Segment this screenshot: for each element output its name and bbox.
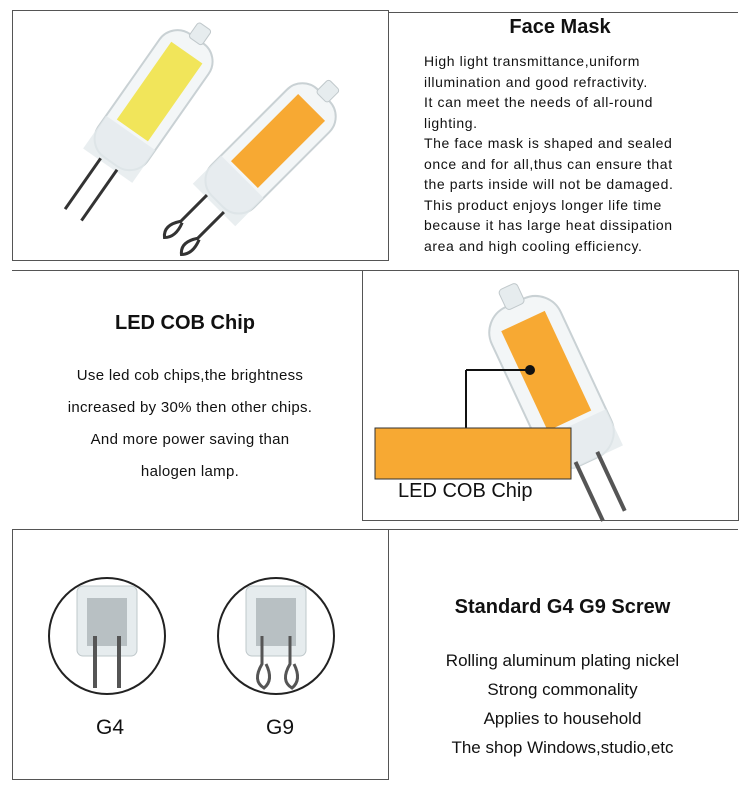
section3-divider-line	[389, 529, 738, 530]
description-line: And more power saving than	[90, 431, 290, 448]
base-types-image-panel	[12, 529, 389, 780]
description-line: increased by 30% then other chips.	[67, 399, 313, 416]
g4-base-circle	[47, 576, 167, 696]
description-line: Rolling aluminum plating nickel	[445, 651, 680, 670]
led-cob-chip-description	[30, 360, 350, 488]
description-line: This product enjoys longer life time	[424, 196, 662, 213]
g4-g9-bulbs-illustration	[13, 11, 390, 262]
description-line: Applies to household	[483, 709, 642, 728]
description-line: Strong commonality	[487, 680, 638, 699]
description-line: because it has large heat dissipation	[424, 217, 673, 233]
description-line: Use led cob chips,the brightness	[76, 367, 304, 384]
description-line: area and high cooling efficiency.	[424, 237, 643, 254]
description-line: halogen lamp.	[140, 463, 240, 480]
description-line: the parts inside will not be damaged.	[424, 176, 674, 192]
g9-base-circle	[216, 576, 336, 696]
cob-strip-swatch	[375, 428, 571, 479]
led-cob-chip-title: LED COB Chip	[115, 312, 255, 334]
callout-dot	[525, 365, 535, 375]
description-line: lighting.	[424, 114, 478, 131]
standard-screw-description	[410, 646, 715, 762]
description-line: illumination and good refractivity.	[424, 73, 648, 90]
section2-divider-line	[12, 270, 362, 271]
face-mask-image-panel	[12, 10, 389, 261]
face-mask-title: Face Mask	[509, 16, 611, 38]
g4-label: G4	[96, 716, 125, 739]
standard-screw-title: Standard G4 G9 Screw	[454, 596, 671, 618]
section1-divider-line	[389, 12, 738, 13]
led-cob-chip-callout-label: LED COB Chip	[398, 480, 533, 502]
g9-label: G9	[266, 716, 295, 739]
description-line: It can meet the needs of all-round	[424, 94, 653, 110]
description-line: The face mask is shaped and sealed	[424, 135, 673, 151]
description-line: once and for all,thus can ensure that	[424, 155, 673, 172]
description-line: High light transmittance,uniform	[424, 53, 641, 69]
face-mask-description	[424, 51, 734, 256]
description-line: The shop Windows,studio,etc	[451, 738, 674, 757]
